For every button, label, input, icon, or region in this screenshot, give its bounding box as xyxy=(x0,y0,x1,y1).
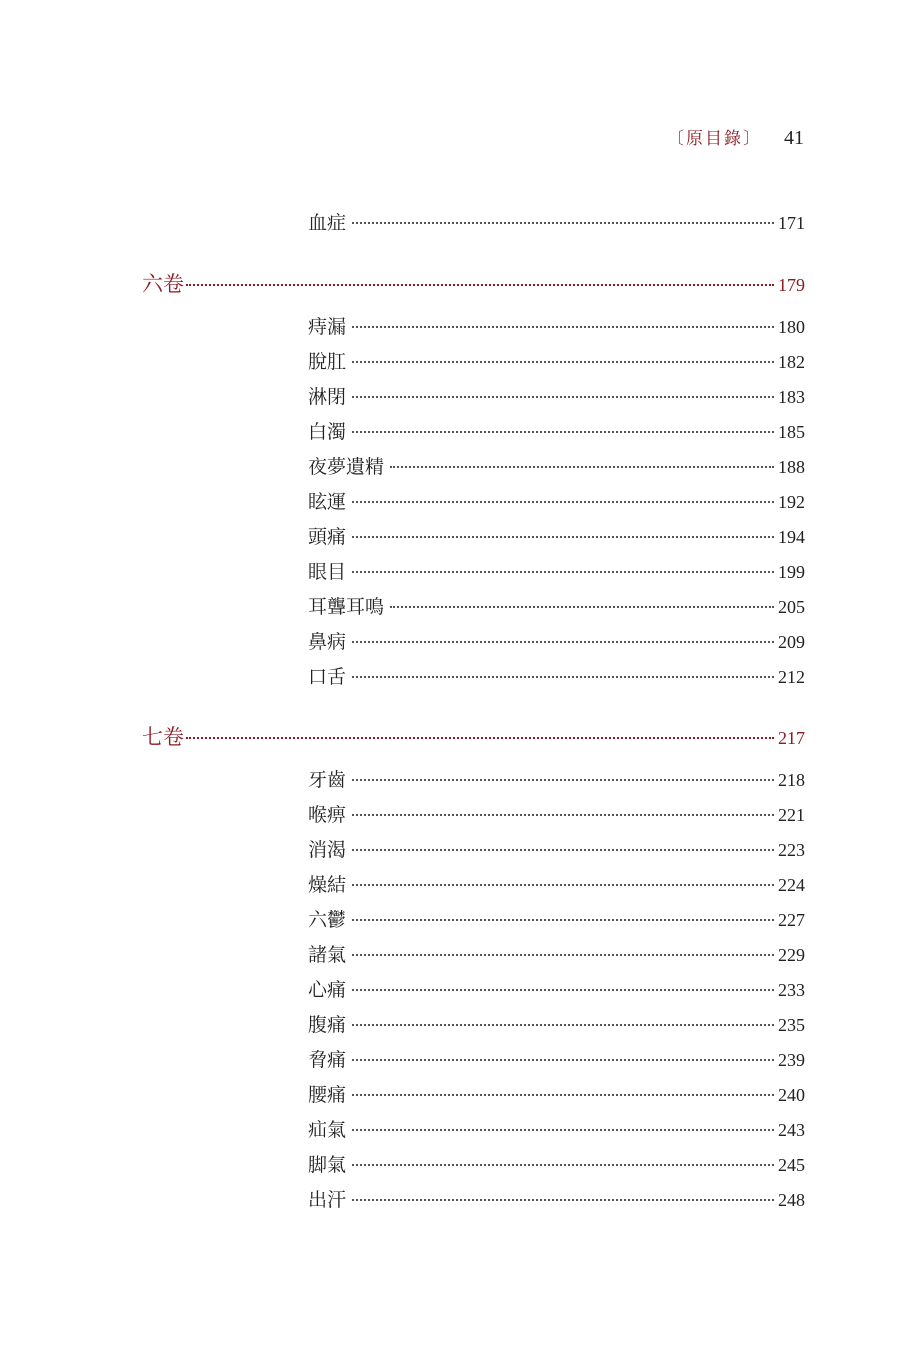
toc-entry[interactable] xyxy=(308,802,805,828)
dot-leader xyxy=(352,536,774,538)
toc-page-number: 227 xyxy=(778,910,805,930)
toc-entry[interactable] xyxy=(308,210,805,236)
toc-page-number: 233 xyxy=(778,980,805,1000)
dot-leader xyxy=(352,1129,774,1131)
toc-entry[interactable] xyxy=(308,594,805,620)
toc-page-number: 192 xyxy=(778,492,805,512)
toc-entry[interactable] xyxy=(308,384,805,410)
toc-page-number: 218 xyxy=(778,770,805,790)
toc-entry-title: 口舌 xyxy=(308,666,347,688)
toc-entry-title: 喉痹 xyxy=(308,804,347,826)
toc-page-number: 240 xyxy=(778,1085,805,1105)
toc-entry[interactable] xyxy=(308,349,805,375)
dot-leader xyxy=(390,466,774,468)
toc-page-number: 245 xyxy=(778,1155,805,1175)
page-number: 41 xyxy=(784,127,804,149)
toc-chapter[interactable] xyxy=(142,271,805,297)
toc-entry-title: 心痛 xyxy=(308,979,347,1001)
toc-entry[interactable] xyxy=(308,767,805,793)
dot-leader xyxy=(352,641,774,643)
toc-page-number: 217 xyxy=(778,728,805,748)
toc-entry-title: 諸氣 xyxy=(308,944,347,966)
toc-entry[interactable] xyxy=(308,1117,805,1143)
toc-entry-title: 鼻病 xyxy=(308,631,347,653)
toc-page-number: 235 xyxy=(778,1015,805,1035)
dot-leader xyxy=(352,326,774,328)
toc-chapter-title: 七卷 xyxy=(142,725,184,749)
toc-entry[interactable] xyxy=(308,559,805,585)
toc-entry-title: 血症 xyxy=(308,212,347,234)
toc-page-number: 239 xyxy=(778,1050,805,1070)
toc-page-number: 221 xyxy=(778,805,805,825)
dot-leader xyxy=(352,361,774,363)
toc-entry-title: 脅痛 xyxy=(308,1049,347,1071)
dot-leader xyxy=(352,1164,774,1166)
toc-page-number: 229 xyxy=(778,945,805,965)
toc-entry[interactable] xyxy=(308,977,805,1003)
toc-entry[interactable] xyxy=(308,1082,805,1108)
toc-entry[interactable] xyxy=(308,1012,805,1038)
section-title: 〔原目錄〕 xyxy=(667,129,762,149)
toc-page-number: 248 xyxy=(778,1190,805,1210)
dot-leader xyxy=(352,1094,774,1096)
toc-entry-title: 消渴 xyxy=(308,839,347,861)
toc-entry[interactable] xyxy=(308,907,805,933)
toc-entry[interactable] xyxy=(308,629,805,655)
toc-page-number: 224 xyxy=(778,875,805,895)
dot-leader xyxy=(352,431,774,433)
toc-chapter[interactable] xyxy=(142,724,805,750)
toc-page-number: 199 xyxy=(778,562,805,582)
toc-page-number: 209 xyxy=(778,632,805,652)
toc-entry[interactable] xyxy=(308,419,805,445)
dot-leader xyxy=(352,222,774,224)
toc-entry-title: 白濁 xyxy=(308,421,347,443)
dot-leader xyxy=(352,1059,774,1061)
dot-leader xyxy=(186,284,774,286)
toc-page-number: 243 xyxy=(778,1120,805,1140)
toc-chapter-title: 六卷 xyxy=(142,272,184,296)
toc-entry-title: 六鬱 xyxy=(308,909,347,931)
dot-leader xyxy=(352,779,774,781)
toc-entry-title: 痔漏 xyxy=(308,316,347,338)
toc-entry[interactable] xyxy=(308,454,805,480)
toc-entry-title: 脚氣 xyxy=(308,1154,347,1176)
toc-entry-title: 疝氣 xyxy=(308,1119,347,1141)
toc-entry[interactable] xyxy=(308,314,805,340)
dot-leader xyxy=(390,606,774,608)
toc-entry[interactable] xyxy=(308,1152,805,1178)
toc-page-number: 182 xyxy=(778,352,805,372)
toc-entry[interactable] xyxy=(308,1187,805,1213)
toc-page-number: 171 xyxy=(778,213,805,233)
toc-page-number: 205 xyxy=(778,597,805,617)
dot-leader xyxy=(352,814,774,816)
toc-entry-title: 燥結 xyxy=(308,874,347,896)
dot-leader xyxy=(352,954,774,956)
toc-page-number: 179 xyxy=(778,275,805,295)
toc-page-number: 188 xyxy=(778,457,805,477)
dot-leader xyxy=(352,989,774,991)
toc-entry-title: 脫肛 xyxy=(308,351,347,373)
toc-page-number: 223 xyxy=(778,840,805,860)
toc-entry[interactable] xyxy=(308,872,805,898)
dot-leader xyxy=(352,396,774,398)
toc-entry-title: 淋閉 xyxy=(308,386,347,408)
dot-leader xyxy=(186,737,774,739)
toc-entry-title: 牙齒 xyxy=(308,769,347,791)
toc-entry[interactable] xyxy=(308,664,805,690)
toc-page-number: 185 xyxy=(778,422,805,442)
toc-page-number: 180 xyxy=(778,317,805,337)
toc-entry-title: 腹痛 xyxy=(308,1014,347,1036)
dot-leader xyxy=(352,919,774,921)
toc-entry-title: 耳聾耳鳴 xyxy=(308,596,385,618)
running-header xyxy=(667,124,804,150)
toc-entry-title: 眼目 xyxy=(308,561,347,583)
toc-page-number: 194 xyxy=(778,527,805,547)
toc-entry[interactable] xyxy=(308,524,805,550)
dot-leader xyxy=(352,571,774,573)
dot-leader xyxy=(352,1199,774,1201)
toc-page-number: 212 xyxy=(778,667,805,687)
toc-entry-title: 出汗 xyxy=(308,1189,347,1211)
toc-entry-title: 腰痛 xyxy=(308,1084,347,1106)
toc-entry-title: 眩運 xyxy=(308,491,347,513)
toc-entry-title: 夜夢遺精 xyxy=(308,456,385,478)
dot-leader xyxy=(352,501,774,503)
dot-leader xyxy=(352,1024,774,1026)
dot-leader xyxy=(352,884,774,886)
toc-entry[interactable] xyxy=(308,942,805,968)
toc-entry[interactable] xyxy=(308,1047,805,1073)
toc-entry-title: 頭痛 xyxy=(308,526,347,548)
dot-leader xyxy=(352,676,774,678)
toc-entry[interactable] xyxy=(308,489,805,515)
toc-entry[interactable] xyxy=(308,837,805,863)
toc-page-number: 183 xyxy=(778,387,805,407)
dot-leader xyxy=(352,849,774,851)
